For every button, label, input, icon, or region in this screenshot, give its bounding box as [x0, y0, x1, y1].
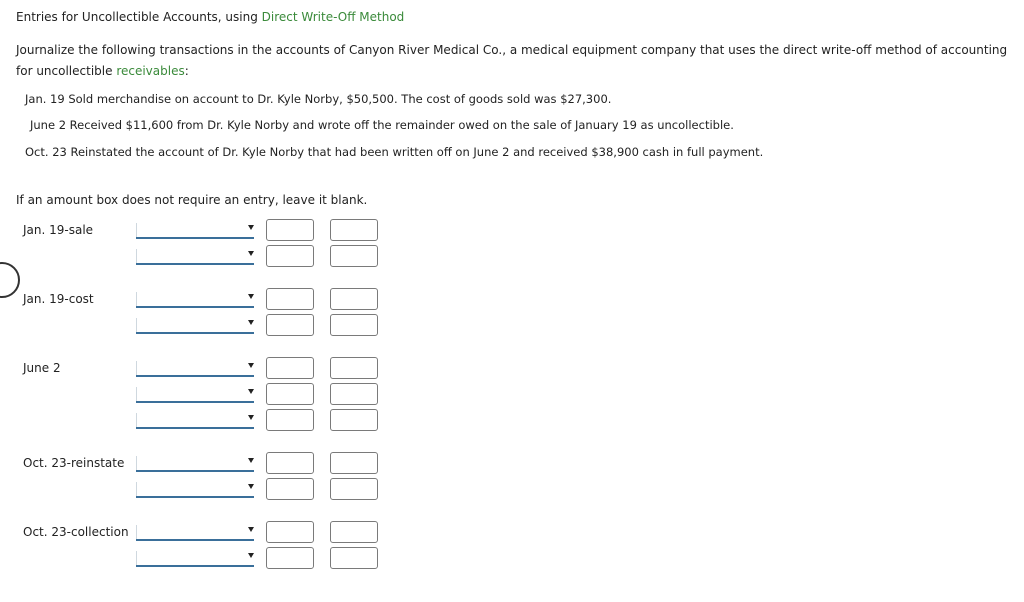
select-divider: [136, 456, 137, 470]
debit-input[interactable]: [266, 288, 314, 310]
account-select[interactable]: [136, 314, 254, 334]
select-divider: [136, 292, 137, 306]
dropdown-arrow-icon: [248, 458, 254, 463]
dropdown-arrow-icon: [248, 225, 254, 230]
credit-input[interactable]: [330, 409, 378, 431]
account-select[interactable]: [136, 383, 254, 403]
dropdown-arrow-icon: [248, 415, 254, 420]
entry-label-june2: June 2: [23, 361, 61, 375]
entry-label-jan19-sale: Jan. 19-sale: [23, 223, 94, 237]
debit-input[interactable]: [266, 409, 314, 431]
dropdown-arrow-icon: [248, 320, 254, 325]
select-divider: [136, 387, 137, 401]
title-link[interactable]: Direct Write-Off Method: [261, 10, 405, 24]
entry-label-oct23-collection: Oct. 23-collection: [23, 525, 129, 539]
account-select[interactable]: [136, 245, 254, 265]
debit-input[interactable]: [266, 314, 314, 336]
select-divider: [136, 482, 137, 496]
account-select[interactable]: [136, 547, 254, 567]
instructions-suffix: :: [184, 64, 189, 78]
entry-label-oct23-reinstate: Oct. 23-reinstate: [23, 456, 125, 470]
instructions: [16, 40, 1016, 82]
account-select[interactable]: [136, 219, 254, 239]
credit-input[interactable]: [330, 452, 378, 474]
credit-input[interactable]: [330, 521, 378, 543]
transaction-oct23: Oct. 23 Reinstated the account of Dr. Kyle Norby that had been written off on June 2 and received $38,900 cash in full payment.: [25, 145, 764, 159]
debit-input[interactable]: [266, 478, 314, 500]
dropdown-arrow-icon: [248, 484, 254, 489]
dropdown-arrow-icon: [248, 251, 254, 256]
select-divider: [136, 318, 137, 332]
credit-input[interactable]: [330, 245, 378, 267]
account-select[interactable]: [136, 357, 254, 377]
transaction-jan19: Jan. 19 Sold merchandise on account to Dr. Kyle Norby, $50,500. The cost of goods sold was $27,300.: [25, 92, 612, 106]
dropdown-arrow-icon: [248, 363, 254, 368]
dropdown-arrow-icon: [248, 527, 254, 532]
transaction-june2: June 2 Received $11,600 from Dr. Kyle Norby and wrote off the remainder owed on the sale of January 19 as uncollectible.: [30, 118, 734, 132]
select-divider: [136, 249, 137, 263]
account-select[interactable]: [136, 452, 254, 472]
account-select[interactable]: [136, 409, 254, 429]
account-select[interactable]: [136, 288, 254, 308]
title-text: Entries for Uncollectible Accounts, using: [16, 10, 262, 24]
debit-input[interactable]: [266, 521, 314, 543]
credit-input[interactable]: [330, 478, 378, 500]
select-divider: [136, 361, 137, 375]
entry-label-jan19-cost: Jan. 19-cost: [23, 292, 94, 306]
select-divider: [136, 525, 137, 539]
dropdown-arrow-icon: [248, 553, 254, 558]
debit-input[interactable]: [266, 357, 314, 379]
credit-input[interactable]: [330, 219, 378, 241]
select-divider: [136, 551, 137, 565]
credit-input[interactable]: [330, 314, 378, 336]
select-divider: [136, 413, 137, 427]
credit-input[interactable]: [330, 357, 378, 379]
receivables-link[interactable]: receivables: [116, 64, 185, 78]
select-divider: [136, 223, 137, 237]
debit-input[interactable]: [266, 383, 314, 405]
credit-input[interactable]: [330, 383, 378, 405]
instructions-text: Journalize the following transactions in the accounts of Canyon River Medical Co., a medical equipment company that uses the direct write-off method of accounting for uncollectible: [16, 43, 1008, 78]
dropdown-arrow-icon: [248, 294, 254, 299]
debit-input[interactable]: [266, 245, 314, 267]
debit-input[interactable]: [266, 219, 314, 241]
dropdown-arrow-icon: [248, 389, 254, 394]
page-title: [16, 10, 404, 24]
account-select[interactable]: [136, 521, 254, 541]
debit-input[interactable]: [266, 547, 314, 569]
instruction-note: If an amount box does not require an entry, leave it blank.: [16, 193, 368, 207]
debit-input[interactable]: [266, 452, 314, 474]
side-tab-marker[interactable]: [0, 262, 20, 298]
credit-input[interactable]: [330, 547, 378, 569]
credit-input[interactable]: [330, 288, 378, 310]
account-select[interactable]: [136, 478, 254, 498]
